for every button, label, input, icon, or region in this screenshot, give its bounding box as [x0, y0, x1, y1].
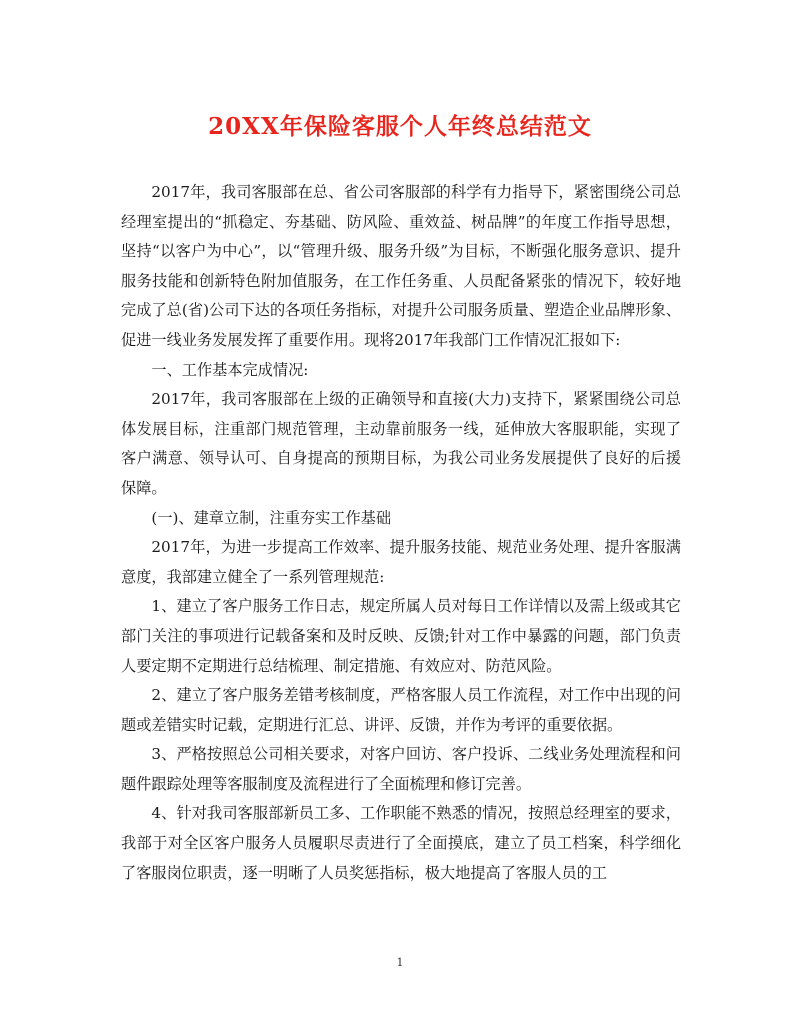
- list-item: 2、建立了客户服务差错考核制度，严格客服人员工作流程，对工作中出现的问题或差错实时记载，定期进行汇总、讲评、反馈，并作为考评的重要依据。: [121, 686, 681, 734]
- paragraph: 2017年，我司客服部在上级的正确领导和直接(大力)支持下，紧紧围绕公司总体发展目标，注重部门规范管理，主动靠前服务一线，延伸放大客服职能，实现了客户满意、领导认可、自身提高的预期目标，为我公司业务发展提供了良好的后援保障。: [121, 390, 681, 497]
- list-item: 3、严格按照总公司相关要求，对客户回访、客户投诉、二线业务处理流程和问题件跟踪处理等客服制度及流程进行了全面梳理和修订完善。: [121, 745, 681, 793]
- section-heading: 一、工作基本完成情况:: [151, 360, 309, 379]
- page-number: 1: [396, 956, 404, 969]
- document-body: [121, 178, 681, 888]
- subsection-heading: (一)、建章立制，注重夯实工作基础: [151, 508, 392, 527]
- list-item: 1、建立了客户服务工作日志，规定所属人员对每日工作详情以及需上级或其它部门关注的事项进行记载备案和及时反映、反馈;针对工作中暴露的问题，部门负责人要定期不定期进行总结梳理、制定措施、有效应对、防范风险。: [121, 597, 681, 675]
- paragraph: 2017年，我司客服部在总、省公司客服部的科学有力指导下，紧密围绕公司总经理室提出的“抓稳定、夯基础、防风险、重效益、树品牌”的年度工作指导思想，坚持“以客户为中心”，以“管理升级、服务升级”为目标，不断强化服务意识、提升服务技能和创新特色附加值服务，在工作任务重、人员配备紧张的情况下，较好地完成了总(省)公司下达的各项任务指标，对提升公司服务质量、塑造企业品牌形象、促进一线业务发展发挥了重要作用。现将2017年我部门工作情况汇报如下:: [121, 183, 681, 349]
- list-item: 4、针对我司客服部新员工多、工作职能不熟悉的情况，按照总经理室的要求，我部于对全区客户服务人员履职尽责进行了全面摸底，建立了员工档案，科学细化了客服岗位职责，逐一明晰了人员奖惩指标，极大地提高了客服人员的工: [121, 804, 681, 882]
- paragraph: 2017年，为进一步提高工作效率、提升服务技能、规范业务处理、提升客服满意度，我部建立健全了一系列管理规范:: [121, 538, 681, 586]
- document-title: 20XX年保险客服个人年终总结范文: [208, 113, 592, 140]
